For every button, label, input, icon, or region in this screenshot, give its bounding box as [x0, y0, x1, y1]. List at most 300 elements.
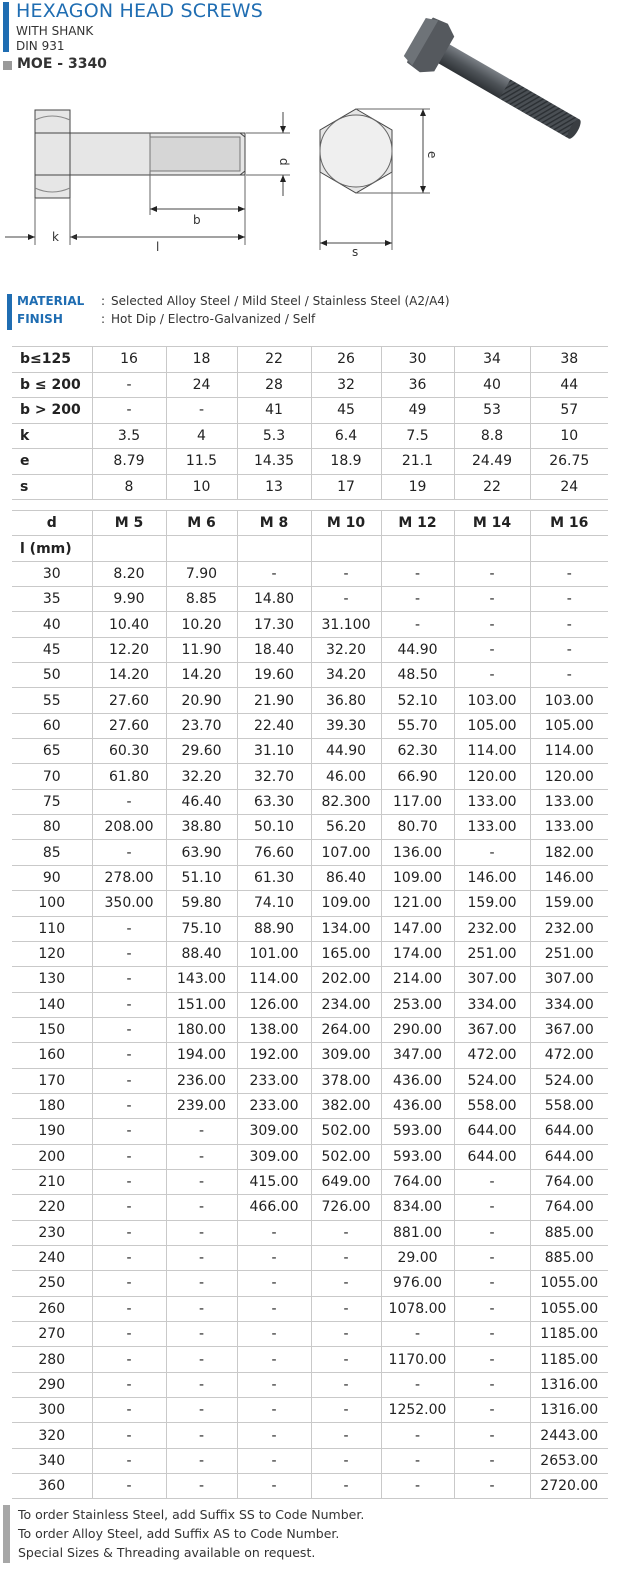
- table-cell: 49: [381, 398, 454, 424]
- table-cell: -: [454, 1474, 530, 1499]
- table-cell: -: [166, 1347, 237, 1372]
- table-cell: 5.3: [237, 423, 311, 449]
- table-row: [12, 1474, 608, 1499]
- length-label: 110: [12, 916, 92, 941]
- table-cell: -: [92, 1347, 166, 1372]
- table-cell: 1185.00: [530, 1347, 608, 1372]
- length-label: 270: [12, 1322, 92, 1347]
- table-cell: -: [237, 1474, 311, 1499]
- table-cell: 133.00: [530, 815, 608, 840]
- table-cell: 30: [381, 347, 454, 373]
- table-cell: 134.00: [311, 916, 381, 941]
- table-cell: -: [166, 1296, 237, 1321]
- table-cell: 593.00: [381, 1119, 454, 1144]
- table-cell: 14.80: [237, 587, 311, 612]
- table-cell: 32.70: [237, 764, 311, 789]
- table-cell: 34: [454, 347, 530, 373]
- table-cell: 151.00: [166, 992, 237, 1017]
- table-cell: 45: [311, 398, 381, 424]
- table-cell: 26.75: [530, 449, 608, 475]
- dim-label-k: k: [52, 230, 59, 244]
- table-cell: 32.20: [166, 764, 237, 789]
- table-cell: -: [381, 1423, 454, 1448]
- table-cell: -: [454, 663, 530, 688]
- table-cell: -: [237, 1271, 311, 1296]
- table-cell: 180.00: [166, 1017, 237, 1042]
- table-cell: 2443.00: [530, 1423, 608, 1448]
- table-cell: 66.90: [381, 764, 454, 789]
- table-cell: 367.00: [530, 1017, 608, 1042]
- table-cell: -: [454, 1322, 530, 1347]
- note-stainless: To order Stainless Steel, add Suffix SS to Code Number.: [18, 1507, 365, 1522]
- table-cell: 834.00: [381, 1195, 454, 1220]
- table-cell: 109.00: [311, 891, 381, 916]
- table-cell: 19.60: [237, 663, 311, 688]
- table-cell: -: [311, 1423, 381, 1448]
- table-cell: 31.100: [311, 612, 381, 637]
- table-cell: 194.00: [166, 1043, 237, 1068]
- table-cell: -: [92, 967, 166, 992]
- column-header: M 8: [237, 511, 311, 536]
- table-cell: -: [92, 1245, 166, 1270]
- table-cell: 88.40: [166, 941, 237, 966]
- table-cell: 14.35: [237, 449, 311, 475]
- length-label: 300: [12, 1398, 92, 1423]
- table-row: [12, 1347, 608, 1372]
- table-cell: -: [166, 1119, 237, 1144]
- length-label: 150: [12, 1017, 92, 1042]
- table-cell: 1252.00: [381, 1398, 454, 1423]
- table-cell: 214.00: [381, 967, 454, 992]
- table-cell: 114.00: [237, 967, 311, 992]
- table-cell: 11.5: [166, 449, 237, 475]
- table-cell: 558.00: [454, 1093, 530, 1118]
- table-cell: 22: [454, 474, 530, 500]
- table-cell: 22: [237, 347, 311, 373]
- table-cell: -: [92, 1068, 166, 1093]
- column-header: M 16: [530, 511, 608, 536]
- table-cell: 88.90: [237, 916, 311, 941]
- table-cell: 23.70: [166, 713, 237, 738]
- table-cell: 117.00: [381, 789, 454, 814]
- table-cell: -: [454, 1195, 530, 1220]
- technical-drawings: [0, 0, 630, 270]
- finish-label: FINISH: [17, 312, 63, 326]
- table-cell: -: [311, 1271, 381, 1296]
- table-cell: -: [92, 1043, 166, 1068]
- table-cell: 36.80: [311, 688, 381, 713]
- table-cell: -: [454, 1296, 530, 1321]
- table-cell: 50.10: [237, 815, 311, 840]
- table-cell: 182.00: [530, 840, 608, 865]
- table-row: [12, 688, 608, 713]
- table-cell: -: [92, 1296, 166, 1321]
- dim-label-s: s: [352, 245, 359, 259]
- table-cell: -: [381, 1448, 454, 1473]
- table-cell: 8.20: [92, 561, 166, 586]
- table-cell: 436.00: [381, 1093, 454, 1118]
- column-header: M 6: [166, 511, 237, 536]
- table-cell: -: [166, 1245, 237, 1270]
- top-view-drawing: [320, 109, 430, 250]
- table-cell: 234.00: [311, 992, 381, 1017]
- dimension-row-label: s: [12, 474, 92, 500]
- table-cell: 16: [92, 347, 166, 373]
- table-cell: -: [237, 1398, 311, 1423]
- table-cell: [381, 536, 454, 561]
- table-cell: -: [92, 916, 166, 941]
- table-cell: -: [92, 992, 166, 1017]
- note-alloy: To order Alloy Steel, add Suffix AS to Code Number.: [18, 1526, 340, 1541]
- table-cell: -: [237, 561, 311, 586]
- table-row: [12, 1093, 608, 1118]
- table-cell: 2653.00: [530, 1448, 608, 1473]
- table-cell: -: [311, 1474, 381, 1499]
- table-cell: -: [92, 398, 166, 424]
- table-cell: -: [92, 1423, 166, 1448]
- material-accent-bar: [7, 294, 12, 330]
- column-header: M 10: [311, 511, 381, 536]
- table-cell: 278.00: [92, 865, 166, 890]
- table-cell: 46.00: [311, 764, 381, 789]
- table-cell: 593.00: [381, 1144, 454, 1169]
- table-cell: 21.90: [237, 688, 311, 713]
- table-cell: -: [381, 587, 454, 612]
- table-cell: 41: [237, 398, 311, 424]
- table-cell: [311, 536, 381, 561]
- dimension-row: [12, 372, 608, 398]
- dim-label-l: l: [156, 240, 160, 254]
- table-cell: 14.20: [166, 663, 237, 688]
- table-cell: -: [454, 1423, 530, 1448]
- table-cell: -: [454, 1245, 530, 1270]
- table-cell: -: [237, 1423, 311, 1448]
- material-value: Selected Alloy Steel / Mild Steel / Stainless Steel (A2/A4): [111, 294, 450, 308]
- length-label: 240: [12, 1245, 92, 1270]
- length-label: 230: [12, 1220, 92, 1245]
- table-row: [12, 612, 608, 637]
- table-row: [12, 1372, 608, 1397]
- table-cell: 232.00: [530, 916, 608, 941]
- table-cell: 61.30: [237, 865, 311, 890]
- table-row: [12, 789, 608, 814]
- table-cell: 120.00: [454, 764, 530, 789]
- table-cell: 192.00: [237, 1043, 311, 1068]
- table-cell: 12.20: [92, 637, 166, 662]
- table-cell: -: [454, 1169, 530, 1194]
- table-cell: 347.00: [381, 1043, 454, 1068]
- table-cell: 1170.00: [381, 1347, 454, 1372]
- table-cell: 232.00: [454, 916, 530, 941]
- table-cell: -: [166, 1322, 237, 1347]
- length-label: 210: [12, 1169, 92, 1194]
- table-cell: -: [92, 1271, 166, 1296]
- page-title: HEXAGON HEAD SCREWS: [16, 0, 264, 22]
- table-cell: 7.90: [166, 561, 237, 586]
- material-finish-block: [0, 293, 630, 333]
- table-cell: 120.00: [530, 764, 608, 789]
- product-code: MOE - 3340: [17, 56, 107, 72]
- table-cell: -: [454, 637, 530, 662]
- table-cell: 18: [166, 347, 237, 373]
- table-cell: 8.79: [92, 449, 166, 475]
- table-cell: 7.5: [381, 423, 454, 449]
- table-cell: 133.00: [454, 789, 530, 814]
- table-cell: 290.00: [381, 1017, 454, 1042]
- length-label: 280: [12, 1347, 92, 1372]
- table-cell: -: [381, 1322, 454, 1347]
- table-cell: 103.00: [530, 688, 608, 713]
- table-cell: -: [311, 1347, 381, 1372]
- table-cell: 159.00: [454, 891, 530, 916]
- table-cell: 8.85: [166, 587, 237, 612]
- table-cell: 27.60: [92, 713, 166, 738]
- table-cell: 1185.00: [530, 1322, 608, 1347]
- table-row: [12, 561, 608, 586]
- table-cell: 133.00: [530, 789, 608, 814]
- table-cell: -: [92, 1119, 166, 1144]
- table-cell: -: [237, 1322, 311, 1347]
- table-cell: 233.00: [237, 1093, 311, 1118]
- length-label: 55: [12, 688, 92, 713]
- table-cell: -: [166, 1398, 237, 1423]
- page-subtitle-shank: WITH SHANK: [16, 24, 94, 38]
- table-cell: 56.20: [311, 815, 381, 840]
- table-cell: -: [454, 840, 530, 865]
- table-cell: 644.00: [454, 1119, 530, 1144]
- table-cell: -: [311, 1372, 381, 1397]
- table-cell: 307.00: [530, 967, 608, 992]
- table-cell: 524.00: [530, 1068, 608, 1093]
- table-cell: -: [166, 398, 237, 424]
- table-row: [12, 663, 608, 688]
- table-cell: 80.70: [381, 815, 454, 840]
- table-cell: 39.30: [311, 713, 381, 738]
- table-cell: 2720.00: [530, 1474, 608, 1499]
- dimensions-table: [12, 346, 608, 500]
- table-cell: 61.80: [92, 764, 166, 789]
- price-table-header-row: [12, 511, 608, 536]
- table-cell: 382.00: [311, 1093, 381, 1118]
- length-label: 45: [12, 637, 92, 662]
- length-label: 360: [12, 1474, 92, 1499]
- table-cell: 24.49: [454, 449, 530, 475]
- table-row: [12, 1144, 608, 1169]
- table-cell: 101.00: [237, 941, 311, 966]
- table-cell: 46.40: [166, 789, 237, 814]
- table-cell: 36: [381, 372, 454, 398]
- column-header: M 5: [92, 511, 166, 536]
- notes-accent-bar: [3, 1505, 10, 1563]
- table-cell: 48.50: [381, 663, 454, 688]
- table-cell: 74.10: [237, 891, 311, 916]
- table-cell: 472.00: [530, 1043, 608, 1068]
- finish-colon: :: [101, 312, 106, 326]
- length-label: 320: [12, 1423, 92, 1448]
- table-cell: 59.80: [166, 891, 237, 916]
- table-row: [12, 992, 608, 1017]
- table-cell: 472.00: [454, 1043, 530, 1068]
- table-cell: 251.00: [454, 941, 530, 966]
- table-cell: -: [92, 1169, 166, 1194]
- table-cell: 976.00: [381, 1271, 454, 1296]
- length-label: 75: [12, 789, 92, 814]
- table-row: [12, 941, 608, 966]
- table-cell: -: [311, 561, 381, 586]
- dimension-row-label: b > 200: [12, 398, 92, 424]
- table-cell: 121.00: [381, 891, 454, 916]
- table-cell: [92, 536, 166, 561]
- table-cell: 19: [381, 474, 454, 500]
- table-cell: 524.00: [454, 1068, 530, 1093]
- table-cell: 52.10: [381, 688, 454, 713]
- table-cell: -: [92, 1398, 166, 1423]
- table-cell: -: [530, 561, 608, 586]
- table-cell: 105.00: [454, 713, 530, 738]
- table-cell: 32.20: [311, 637, 381, 662]
- table-cell: -: [237, 1296, 311, 1321]
- table-cell: 27.60: [92, 688, 166, 713]
- table-cell: 126.00: [237, 992, 311, 1017]
- bolt-photo: [401, 13, 592, 155]
- table-cell: 350.00: [92, 891, 166, 916]
- table-cell: 6.4: [311, 423, 381, 449]
- table-cell: 9.90: [92, 587, 166, 612]
- table-cell: 1055.00: [530, 1271, 608, 1296]
- table-cell: -: [381, 1372, 454, 1397]
- table-cell: 8: [92, 474, 166, 500]
- table-cell: 251.00: [530, 941, 608, 966]
- table-row: [12, 815, 608, 840]
- table-cell: -: [92, 1474, 166, 1499]
- table-cell: 334.00: [530, 992, 608, 1017]
- table-cell: -: [454, 1372, 530, 1397]
- table-cell: -: [166, 1144, 237, 1169]
- table-cell: 307.00: [454, 967, 530, 992]
- table-cell: -: [237, 1372, 311, 1397]
- table-cell: 764.00: [530, 1169, 608, 1194]
- table-row: [12, 637, 608, 662]
- table-cell: 60.30: [92, 739, 166, 764]
- length-label: 70: [12, 764, 92, 789]
- table-cell: 165.00: [311, 941, 381, 966]
- table-cell: 109.00: [381, 865, 454, 890]
- length-label: 250: [12, 1271, 92, 1296]
- table-cell: 367.00: [454, 1017, 530, 1042]
- table-cell: -: [454, 561, 530, 586]
- table-cell: -: [454, 587, 530, 612]
- table-cell: 159.00: [530, 891, 608, 916]
- diameter-header: d: [12, 511, 92, 536]
- table-cell: -: [237, 1448, 311, 1473]
- table-cell: -: [454, 1347, 530, 1372]
- order-notes: [0, 1505, 630, 1565]
- table-row: [12, 1296, 608, 1321]
- table-row: [12, 1271, 608, 1296]
- table-cell: -: [237, 1245, 311, 1270]
- table-cell: -: [311, 1220, 381, 1245]
- table-cell: 147.00: [381, 916, 454, 941]
- table-cell: 28: [237, 372, 311, 398]
- column-header: M 14: [454, 511, 530, 536]
- table-cell: 38: [530, 347, 608, 373]
- table-cell: 644.00: [454, 1144, 530, 1169]
- table-cell: 378.00: [311, 1068, 381, 1093]
- table-cell: 34.20: [311, 663, 381, 688]
- length-label: 340: [12, 1448, 92, 1473]
- table-cell: 502.00: [311, 1119, 381, 1144]
- table-cell: 233.00: [237, 1068, 311, 1093]
- table-cell: 136.00: [381, 840, 454, 865]
- dimension-row: [12, 449, 608, 475]
- table-cell: 644.00: [530, 1119, 608, 1144]
- table-cell: -: [92, 1017, 166, 1042]
- table-cell: 415.00: [237, 1169, 311, 1194]
- table-row: [12, 840, 608, 865]
- table-cell: -: [92, 1322, 166, 1347]
- table-cell: 236.00: [166, 1068, 237, 1093]
- table-cell: -: [454, 1448, 530, 1473]
- table-cell: 885.00: [530, 1220, 608, 1245]
- table-row: [12, 1043, 608, 1068]
- material-colon: :: [101, 294, 106, 308]
- table-cell: 436.00: [381, 1068, 454, 1093]
- table-cell: 86.40: [311, 865, 381, 890]
- length-label: 30: [12, 561, 92, 586]
- table-cell: -: [166, 1220, 237, 1245]
- table-cell: 38.80: [166, 815, 237, 840]
- material-label: MATERIAL: [17, 294, 85, 308]
- table-cell: 4: [166, 423, 237, 449]
- table-cell: 105.00: [530, 713, 608, 738]
- table-cell: -: [92, 840, 166, 865]
- table-cell: 10.20: [166, 612, 237, 637]
- table-cell: 51.10: [166, 865, 237, 890]
- table-cell: -: [381, 1474, 454, 1499]
- table-cell: 14.20: [92, 663, 166, 688]
- table-cell: 40: [454, 372, 530, 398]
- dimension-row: [12, 347, 608, 373]
- table-cell: -: [92, 1220, 166, 1245]
- page-subtitle-standard: DIN 931: [16, 39, 65, 53]
- table-row: [12, 1245, 608, 1270]
- table-cell: -: [92, 372, 166, 398]
- table-cell: 55.70: [381, 713, 454, 738]
- table-cell: 20.90: [166, 688, 237, 713]
- table-cell: [454, 536, 530, 561]
- table-cell: 334.00: [454, 992, 530, 1017]
- table-cell: 17.30: [237, 612, 311, 637]
- table-cell: 208.00: [92, 815, 166, 840]
- table-cell: -: [166, 1271, 237, 1296]
- table-cell: 502.00: [311, 1144, 381, 1169]
- length-label: 140: [12, 992, 92, 1017]
- table-cell: -: [166, 1372, 237, 1397]
- length-label: 160: [12, 1043, 92, 1068]
- table-row: [12, 713, 608, 738]
- length-label: 180: [12, 1093, 92, 1118]
- table-cell: 18.40: [237, 637, 311, 662]
- table-cell: -: [92, 1372, 166, 1397]
- table-cell: 764.00: [381, 1169, 454, 1194]
- table-cell: -: [311, 1398, 381, 1423]
- table-cell: 1316.00: [530, 1398, 608, 1423]
- table-cell: 309.00: [237, 1144, 311, 1169]
- table-cell: 114.00: [454, 739, 530, 764]
- table-cell: 174.00: [381, 941, 454, 966]
- table-cell: 558.00: [530, 1093, 608, 1118]
- table-cell: 63.30: [237, 789, 311, 814]
